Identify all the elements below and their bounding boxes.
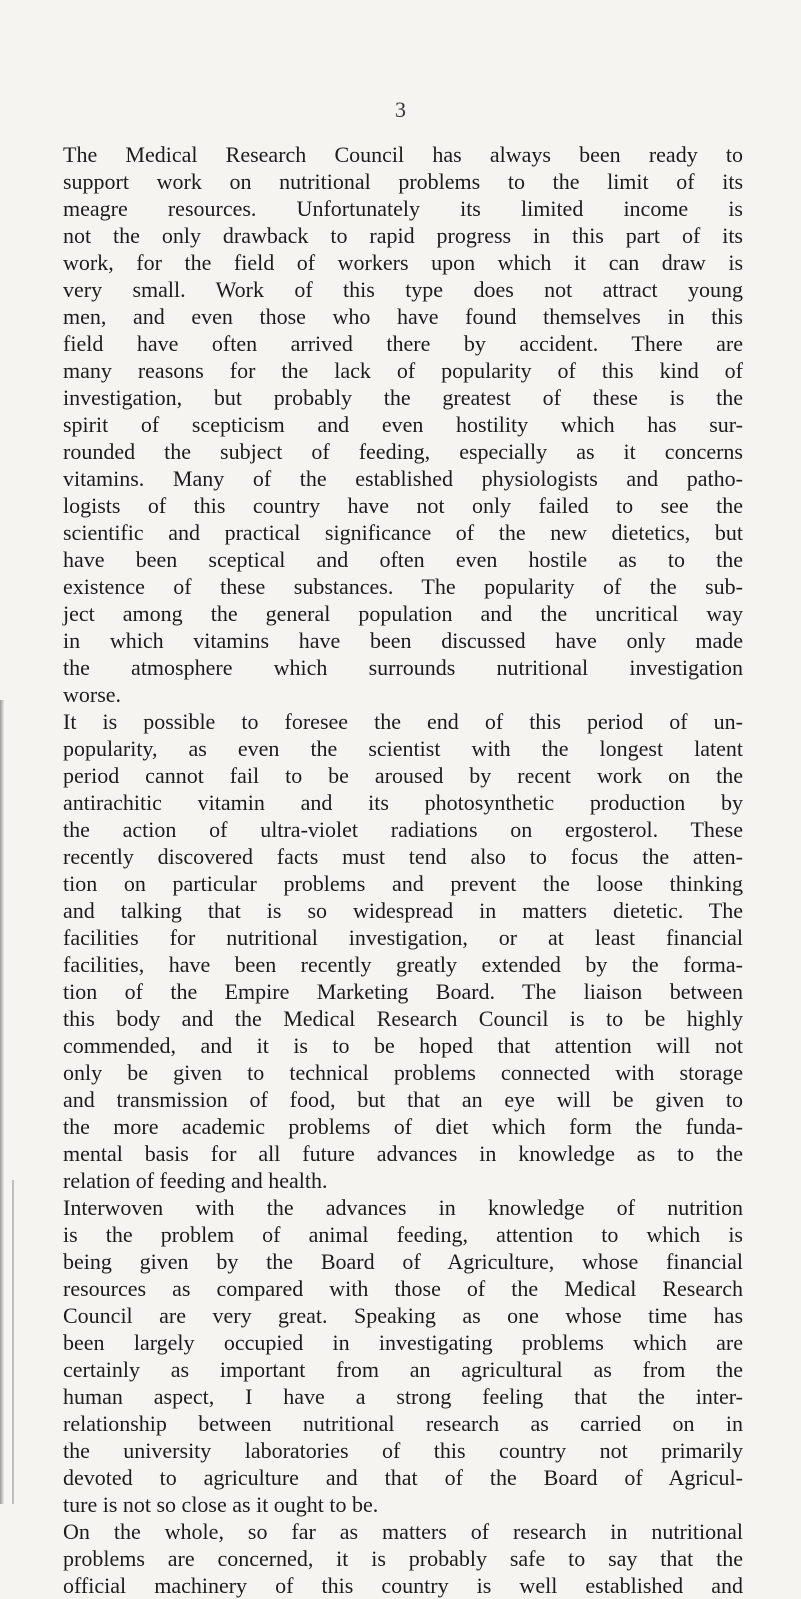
text-line: popularity, as even the scientist with the longest latent [63, 736, 743, 761]
text-line: existence of these substances. The popularity of the sub- [63, 574, 743, 599]
body-text [63, 141, 743, 1599]
text-line: been largely occupied in investigating problems which are [63, 1330, 743, 1355]
text-line: problems are concerned, it is probably safe to say that the [63, 1546, 743, 1571]
text-line: Council are very great. Speaking as one whose time has [63, 1303, 743, 1328]
text-line: antirachitic vitamin and its photosynthetic production by [63, 790, 743, 815]
text-line: commended, and it is to be hoped that attention will not [63, 1033, 743, 1058]
text-line: worse. [63, 682, 122, 707]
text-line: ject among the general population and the uncritical way [63, 601, 743, 626]
text-line: is the problem of animal feeding, attention to which is [63, 1222, 743, 1247]
text-line: resources as compared with those of the Medical Research [63, 1276, 743, 1301]
text-line: spirit of scepticism and even hostility which has sur- [63, 412, 743, 437]
text-line: investigation, but probably the greatest of these is the [63, 385, 743, 410]
text-line: the action of ultra-violet radiations on ergosterol. These [63, 817, 743, 842]
text-line: devoted to agriculture and that of the Board of Agricul- [63, 1465, 743, 1490]
text-line: human aspect, I have a strong feeling that the inter- [63, 1384, 743, 1409]
text-line: It is possible to foresee the end of this period of un- [63, 709, 743, 734]
text-line: this body and the Medical Research Council is to be highly [63, 1006, 743, 1031]
text-line: logists of this country have not only failed to see the [63, 493, 743, 518]
text-line: field have often arrived there by accident. There are [63, 331, 743, 356]
binding-edge-line [12, 1180, 14, 1504]
text-line: scientific and practical significance of the new dietetics, but [63, 520, 743, 545]
text-line: Interwoven with the advances in knowledge of nutrition [63, 1195, 743, 1220]
text-line: meagre resources. Unfortunately its limited income is [63, 196, 743, 221]
text-line: work, for the field of workers upon which it can draw is [63, 250, 743, 275]
text-line: and transmission of food, but that an eye will be given to [63, 1087, 743, 1112]
text-line: very small. Work of this type does not attract young [63, 277, 743, 302]
text-line: tion on particular problems and prevent the loose thinking [63, 871, 743, 896]
text-line: have been sceptical and often even hostile as to the [63, 547, 743, 572]
text-line: support work on nutritional problems to the limit of its [63, 169, 743, 194]
text-line: the more academic problems of diet which form the funda- [63, 1114, 743, 1139]
text-line: On the whole, so far as matters of research in nutritional [63, 1519, 743, 1544]
text-line: only be given to technical problems connected with storage [63, 1060, 743, 1085]
text-line: period cannot fail to be aroused by recent work on the [63, 763, 743, 788]
page-number: 3 [395, 97, 406, 122]
text-line: mental basis for all future advances in knowledge as to the [63, 1141, 743, 1166]
text-line: rounded the subject of feeding, especially as it concerns [63, 439, 743, 464]
text-line: and talking that is so widespread in matters dietetic. The [63, 898, 743, 923]
text-line: official machinery of this country is well established and [63, 1573, 743, 1598]
text-line: relationship between nutritional research as carried on in [63, 1411, 743, 1436]
text-line: recently discovered facts must tend also to focus the atten- [63, 844, 743, 869]
text-line: many reasons for the lack of popularity of this kind of [63, 358, 743, 383]
text-line: vitamins. Many of the established physiologists and patho- [63, 466, 743, 491]
text-line: being given by the Board of Agriculture, whose financial [63, 1249, 743, 1274]
text-line: The Medical Research Council has always been ready to [63, 142, 743, 167]
text-line: relation of feeding and health. [63, 1168, 328, 1193]
text-line: in which vitamins have been discussed have only made [63, 628, 743, 653]
text-line: certainly as important from an agricultural as from the [63, 1357, 743, 1382]
text-line: the atmosphere which surrounds nutritional investigation [63, 655, 743, 680]
text-line: tion of the Empire Marketing Board. The liaison between [63, 979, 743, 1004]
text-line: men, and even those who have found themselves in this [63, 304, 743, 329]
text-line: ture is not so close as it ought to be. [63, 1492, 379, 1517]
binding-edge-shadow [0, 700, 4, 1504]
text-line: the university laboratories of this country not primarily [63, 1438, 743, 1463]
text-line: facilities, have been recently greatly extended by the forma- [63, 952, 743, 977]
text-line: not the only drawback to rapid progress in this part of its [63, 223, 743, 248]
text-line: facilities for nutritional investigation, or at least financial [63, 925, 743, 950]
